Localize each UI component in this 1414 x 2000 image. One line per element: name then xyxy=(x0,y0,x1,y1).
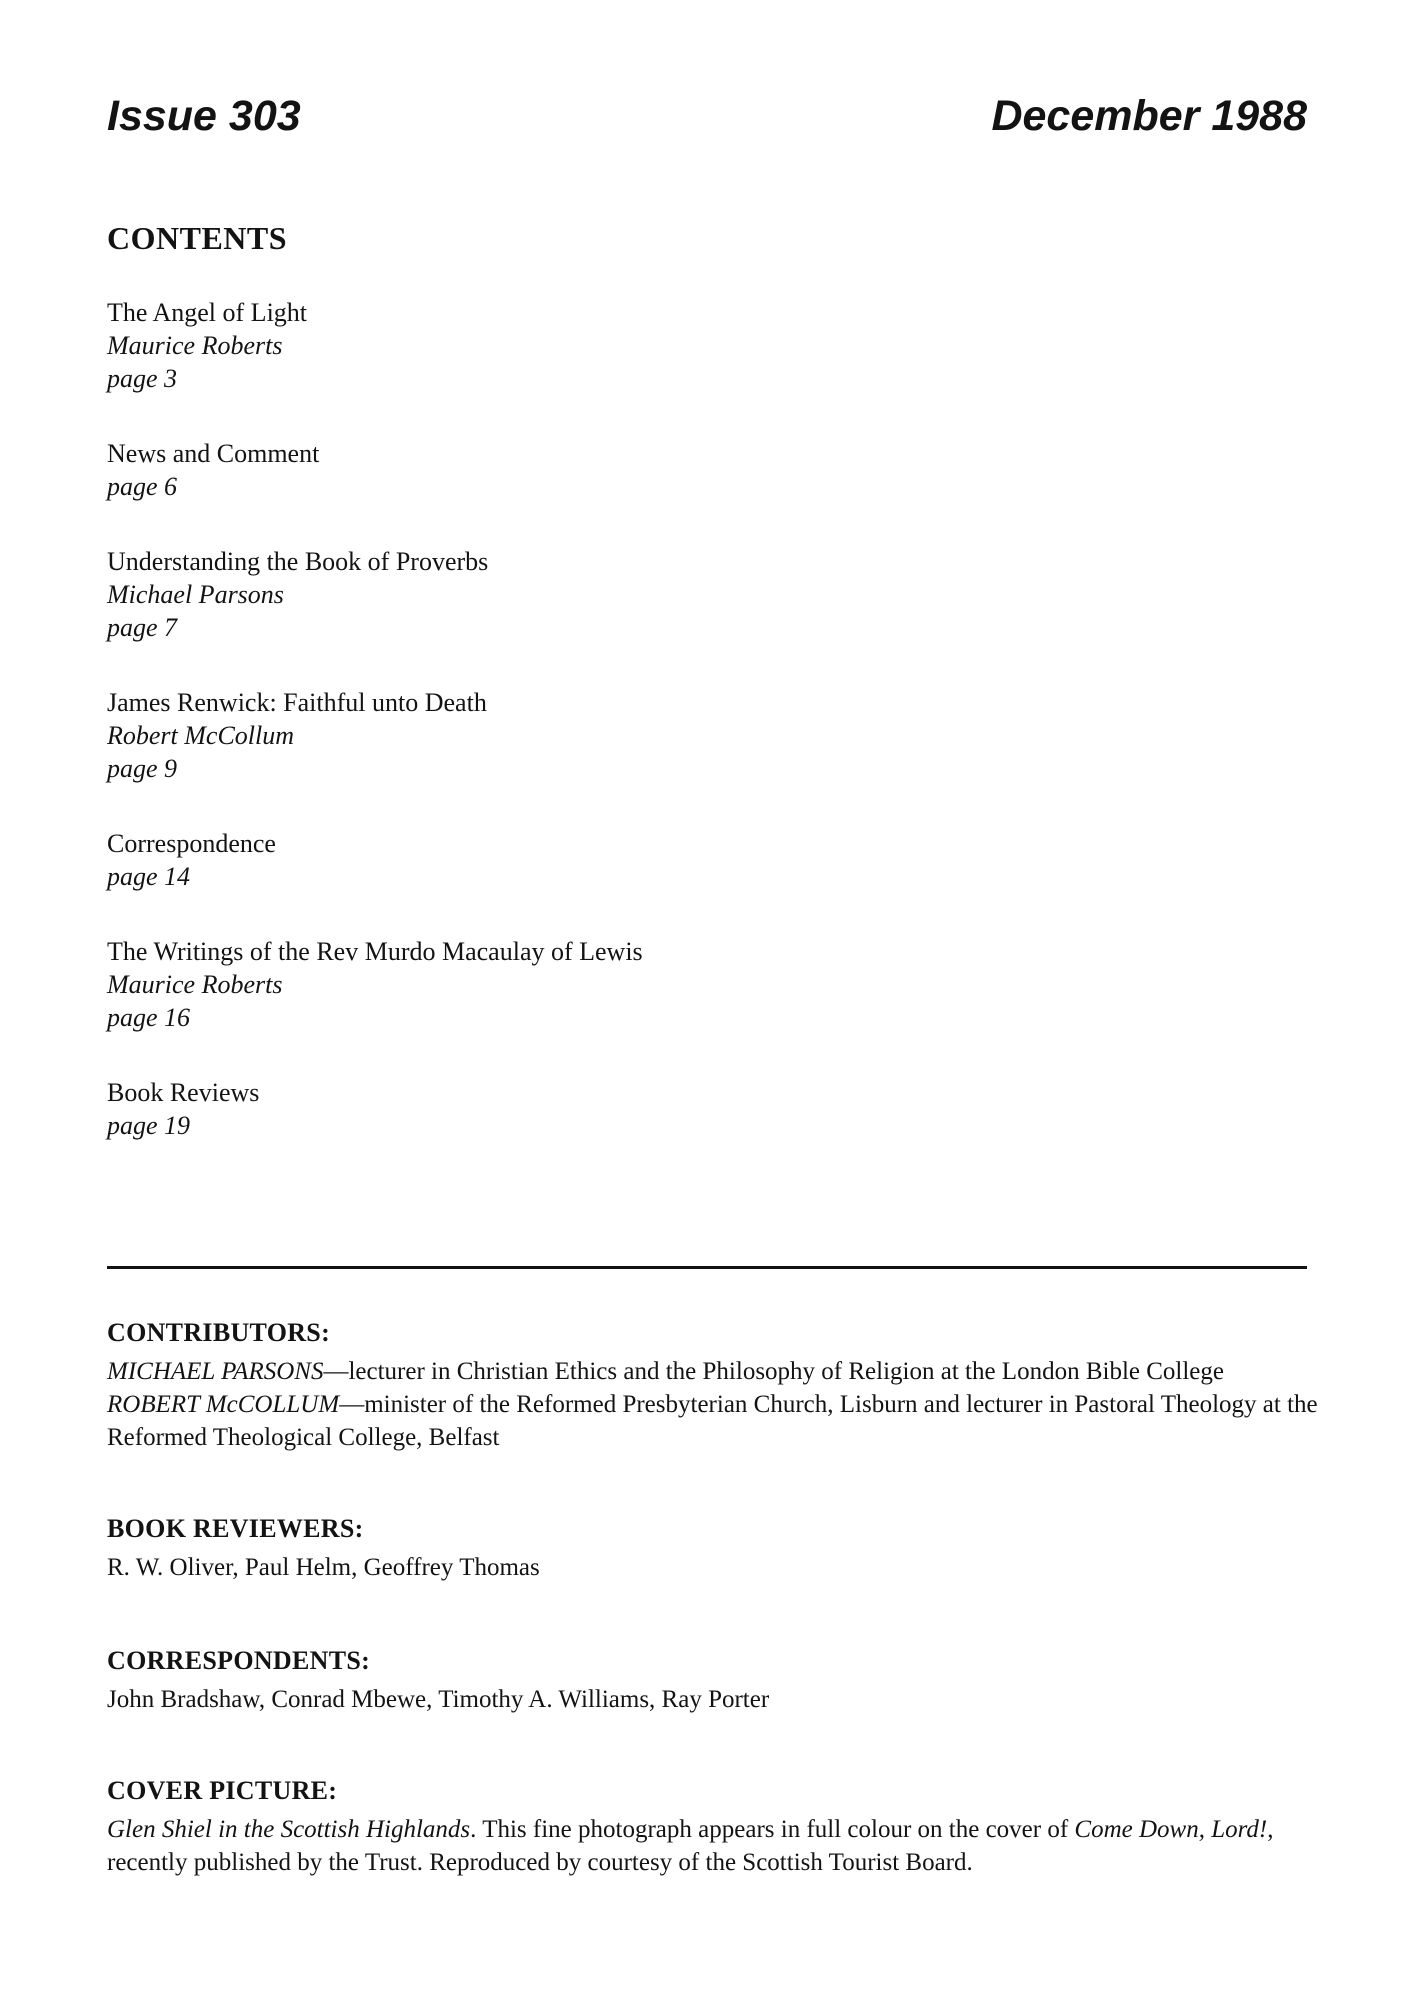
toc-entry-page: page 19 xyxy=(107,1111,191,1140)
toc-entry-author: Robert McCollum xyxy=(107,721,295,750)
correspondents-section xyxy=(107,1644,1347,1716)
toc-entry xyxy=(107,296,1307,395)
cover-caption-book-title: Come Down, Lord! xyxy=(1074,1816,1268,1843)
cover-picture-heading: COVER PICTURE: xyxy=(107,1776,338,1805)
contributors-section xyxy=(107,1316,1347,1454)
divider-rule xyxy=(107,1266,1307,1269)
issue-number: Issue 303 xyxy=(107,92,301,140)
contributor-entry xyxy=(107,1388,1347,1454)
masthead xyxy=(107,92,1307,140)
contributor-description: —lecturer in Christian Ethics and the Philosophy of Religion at the London Bible College xyxy=(323,1358,1225,1385)
toc-entry xyxy=(107,935,1307,1034)
toc-entry-page: page 16 xyxy=(107,1003,191,1032)
toc-entry xyxy=(107,686,1307,785)
cover-caption-text: . This fine photograph appears in full colour on the cover of xyxy=(470,1816,1075,1843)
book-reviewers-section xyxy=(107,1512,1347,1584)
correspondents-names: John Bradshaw, Conrad Mbewe, Timothy A. Williams, Ray Porter xyxy=(107,1686,770,1713)
toc-entry-page: page 7 xyxy=(107,613,178,642)
contributor-name: ROBERT McCOLLUM xyxy=(107,1391,340,1418)
contributors-heading: CONTRIBUTORS: xyxy=(107,1318,331,1347)
issue-date: December 1988 xyxy=(991,92,1307,140)
toc-entry-author: Michael Parsons xyxy=(107,580,284,609)
toc-entry-title: Correspondence xyxy=(107,829,276,858)
toc-entry xyxy=(107,827,1307,893)
toc-entry-author: Maurice Roberts xyxy=(107,970,283,999)
toc-entry-author: Maurice Roberts xyxy=(107,331,283,360)
cover-picture-section xyxy=(107,1774,1347,1879)
table-of-contents xyxy=(107,296,1307,1184)
toc-entry-title: The Angel of Light xyxy=(107,298,308,327)
contributor-entry xyxy=(107,1355,1347,1388)
toc-entry xyxy=(107,437,1307,503)
toc-entry-title: Book Reviews xyxy=(107,1078,260,1107)
cover-caption-photo-title: Glen Shiel in the Scottish Highlands xyxy=(107,1816,471,1843)
contents-heading: CONTENTS xyxy=(107,220,288,256)
contributor-name: MICHAEL PARSONS xyxy=(107,1358,324,1385)
toc-entry-page: page 14 xyxy=(107,862,191,891)
toc-entry-title: News and Comment xyxy=(107,439,320,468)
toc-entry xyxy=(107,1076,1307,1142)
toc-entry-page: page 9 xyxy=(107,754,178,783)
toc-entry-title: Understanding the Book of Proverbs xyxy=(107,547,489,576)
toc-entry-title: James Renwick: Faithful unto Death xyxy=(107,688,487,717)
correspondents-heading: CORRESPONDENTS: xyxy=(107,1646,371,1675)
cover-caption-text: , recently published by the Trust. Reproduced by courtesy of the Scottish Tourist Board. xyxy=(107,1816,1274,1876)
book-reviewers-heading: BOOK REVIEWERS: xyxy=(107,1514,364,1543)
toc-entry-page: page 6 xyxy=(107,472,178,501)
toc-entry-page: page 3 xyxy=(107,364,178,393)
cover-picture-caption xyxy=(107,1813,1347,1879)
toc-entry-title: The Writings of the Rev Murdo Macaulay of Lewis xyxy=(107,937,643,966)
book-reviewers-names: R. W. Oliver, Paul Helm, Geoffrey Thomas xyxy=(107,1554,540,1581)
contributor-description: —minister of the Reformed Presbyterian Church, Lisburn and lecturer in Pastoral Theology at the Reformed Theological College, Belfast xyxy=(107,1391,1318,1451)
toc-entry xyxy=(107,545,1307,644)
